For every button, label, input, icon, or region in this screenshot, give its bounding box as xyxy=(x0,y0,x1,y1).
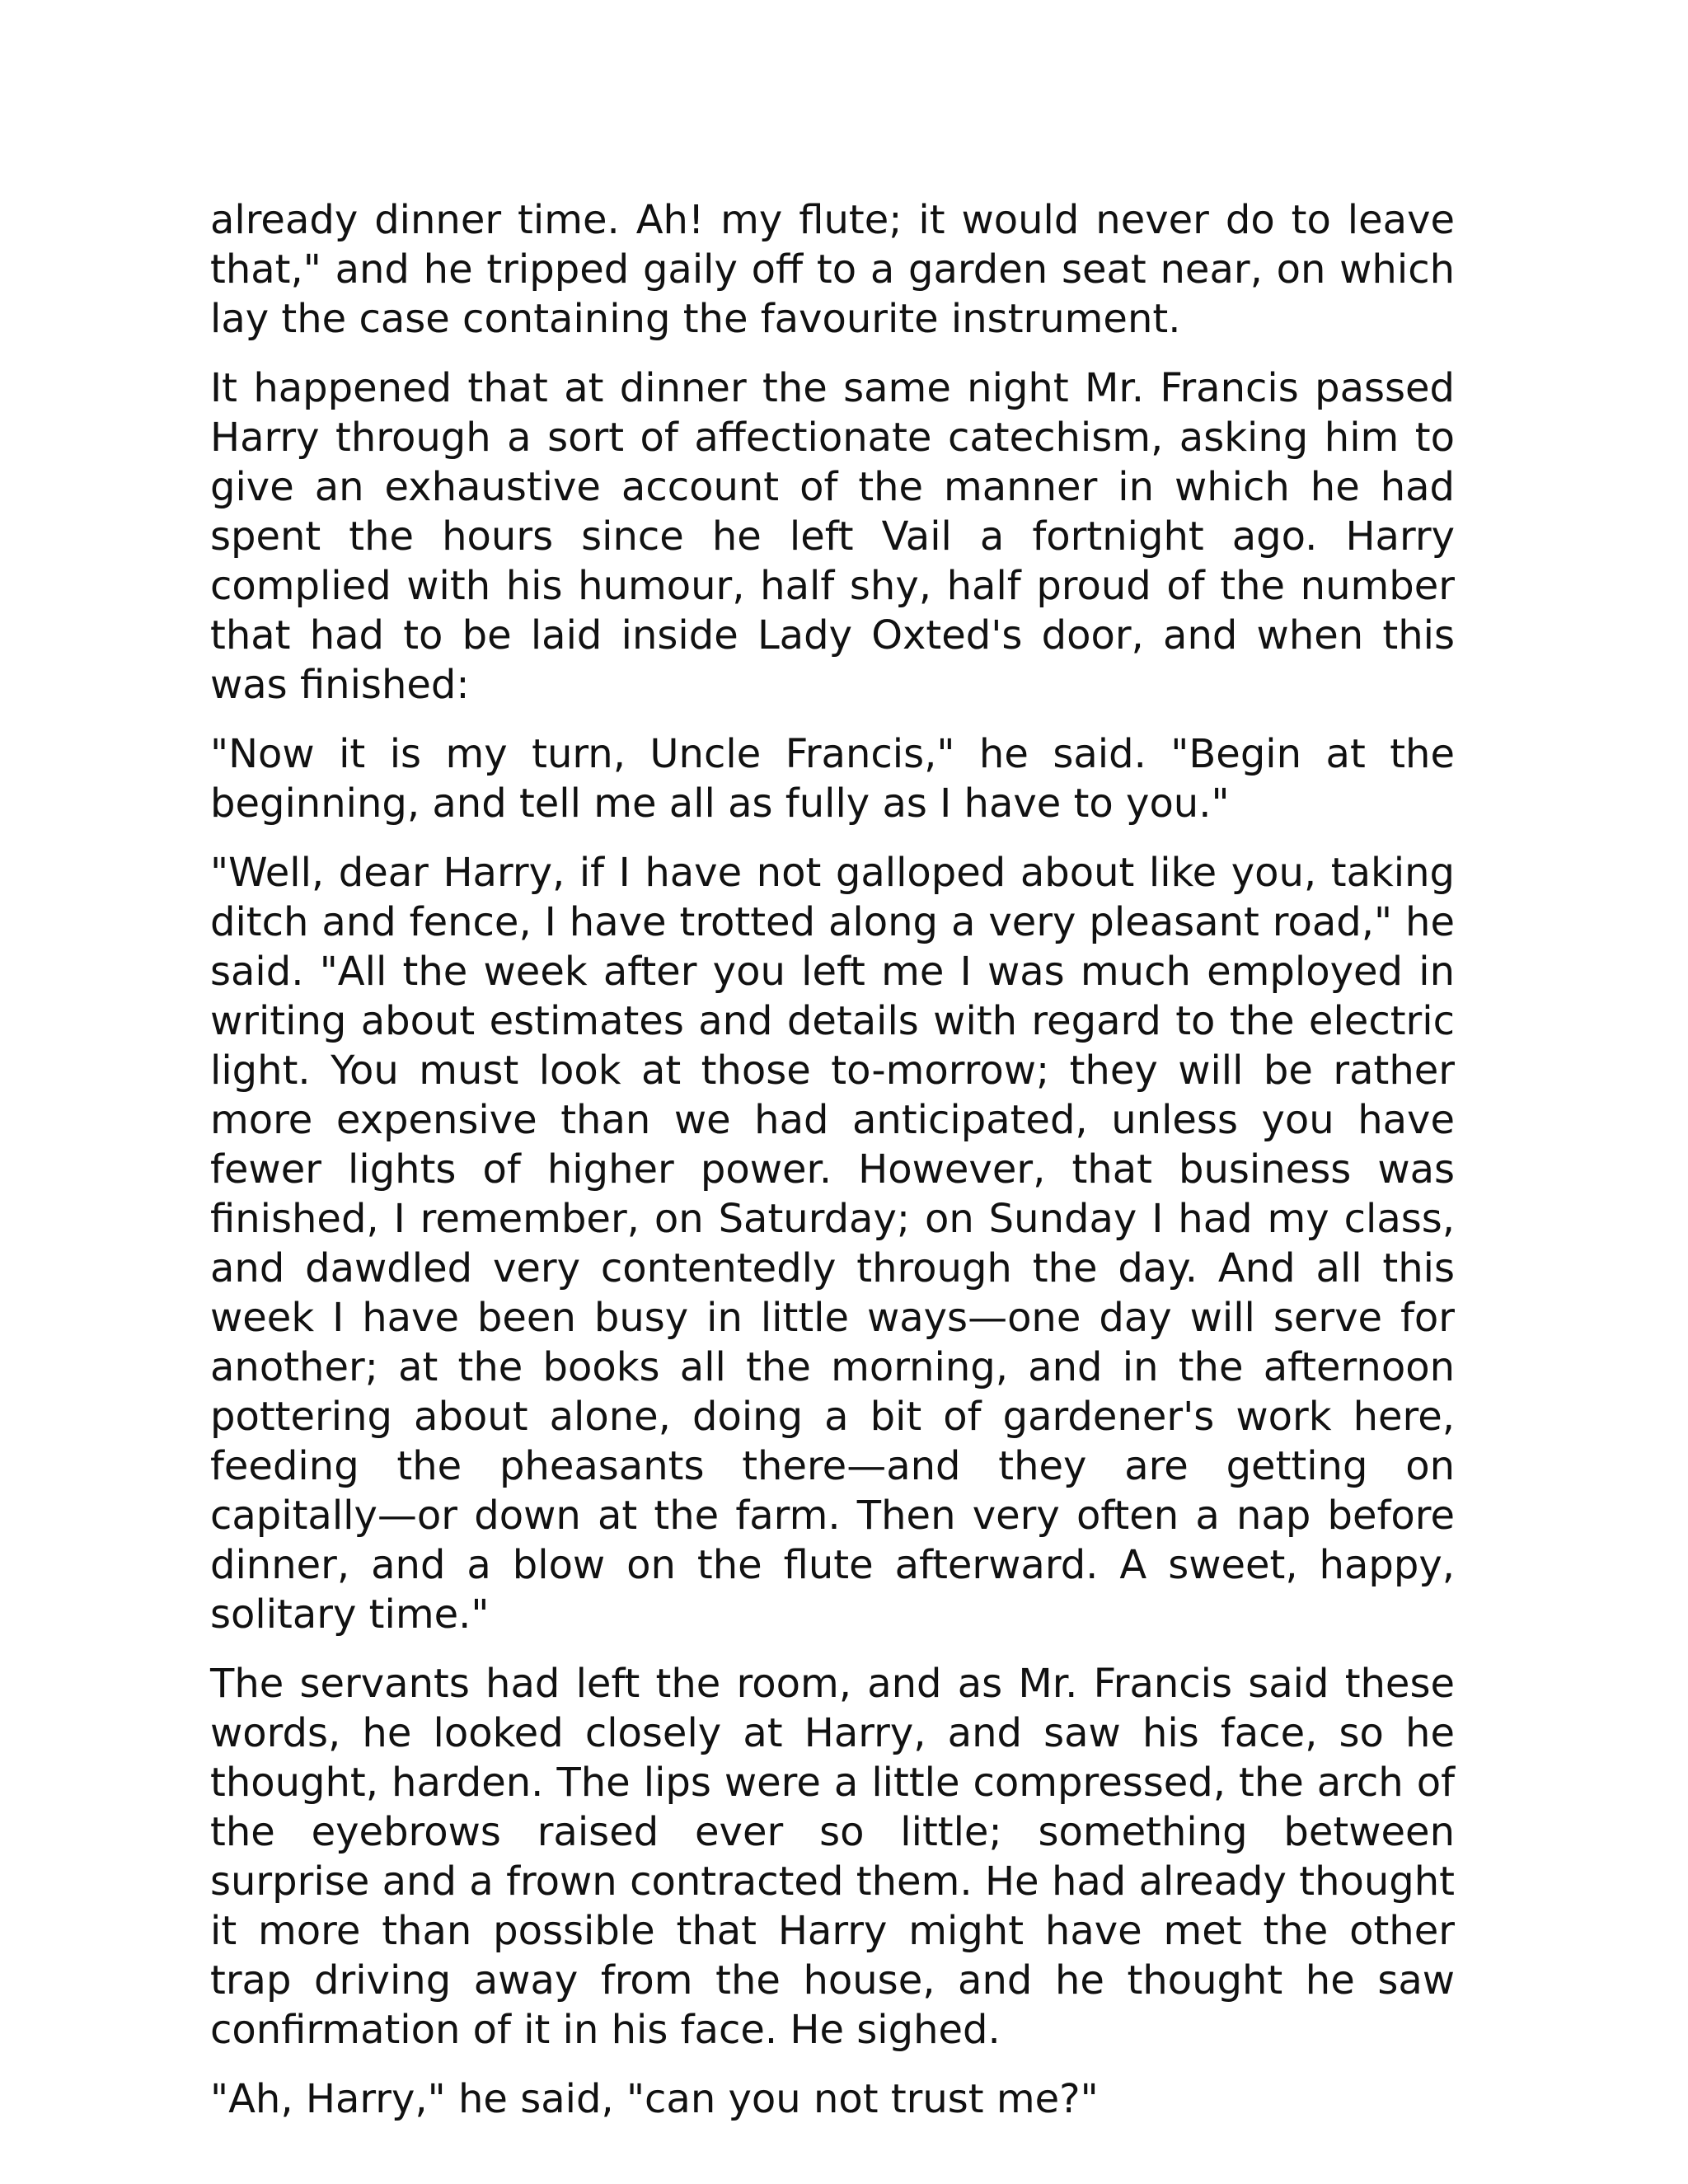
paragraph-6: "Ah, Harry," he said, "can you not trust me?" xyxy=(210,2076,1099,2122)
paragraph-1: already dinner time. Ah! my flute; it would never do to leave that," and he tripped gaily off to a garden seat near, on which lay the case containing the favourite instrument. xyxy=(210,197,1455,342)
paragraph-4: "Well, dear Harry, if I have not galloped about like you, taking ditch and fence, I have trotted along a very pleasant road," he said. "All the week after you left me I was much employed in writing about estimates and details with regard to the electric light. You must look at those to-morrow; they will be rather more expensive than we had anticipated, unless you have fewer lights of higher power. However, that business was finished, I remember, on Saturday; on Sunday I had my class, and dawdled very contentedly through the day. And all this week I have been busy in little ways—one day will serve for another; at the books all the morning, and in the afternoon pottering about alone, doing a bit of gardener's work here, feeding the pheasants there—and they are getting on capitally—or down at the farm. Then very often a nap before dinner, and a blow on the flute afterward. A sweet, happy, solitary time." xyxy=(210,850,1455,1638)
paragraph-2: It happened that at dinner the same night Mr. Francis passed Harry through a sort of affectionate catechism, asking him to give an exhaustive account of the manner in which he had spent the hours since he left Vail a fortnight ago. Harry complied with his humour, half shy, half proud of the number that had to be laid inside Lady Oxted's door, and when this was finished: xyxy=(210,365,1455,708)
paragraph-3: "Now it is my turn, Uncle Francis," he said. "Begin at the beginning, and tell me all as fully as I have to you." xyxy=(210,731,1455,827)
paragraph-5: The servants had left the room, and as Mr. Francis said these words, he looked closely at Harry, and saw his face, so he thought, harden. The lips were a little compressed, the arch of the eyebrows raised ever so little; something between surprise and a frown contracted them. He had already thought it more than possible that Harry might have met the other trap driving away from the house, and he thought he saw confirmation of it in his face. He sighed. xyxy=(210,1661,1455,2053)
book-page xyxy=(210,195,1455,2124)
